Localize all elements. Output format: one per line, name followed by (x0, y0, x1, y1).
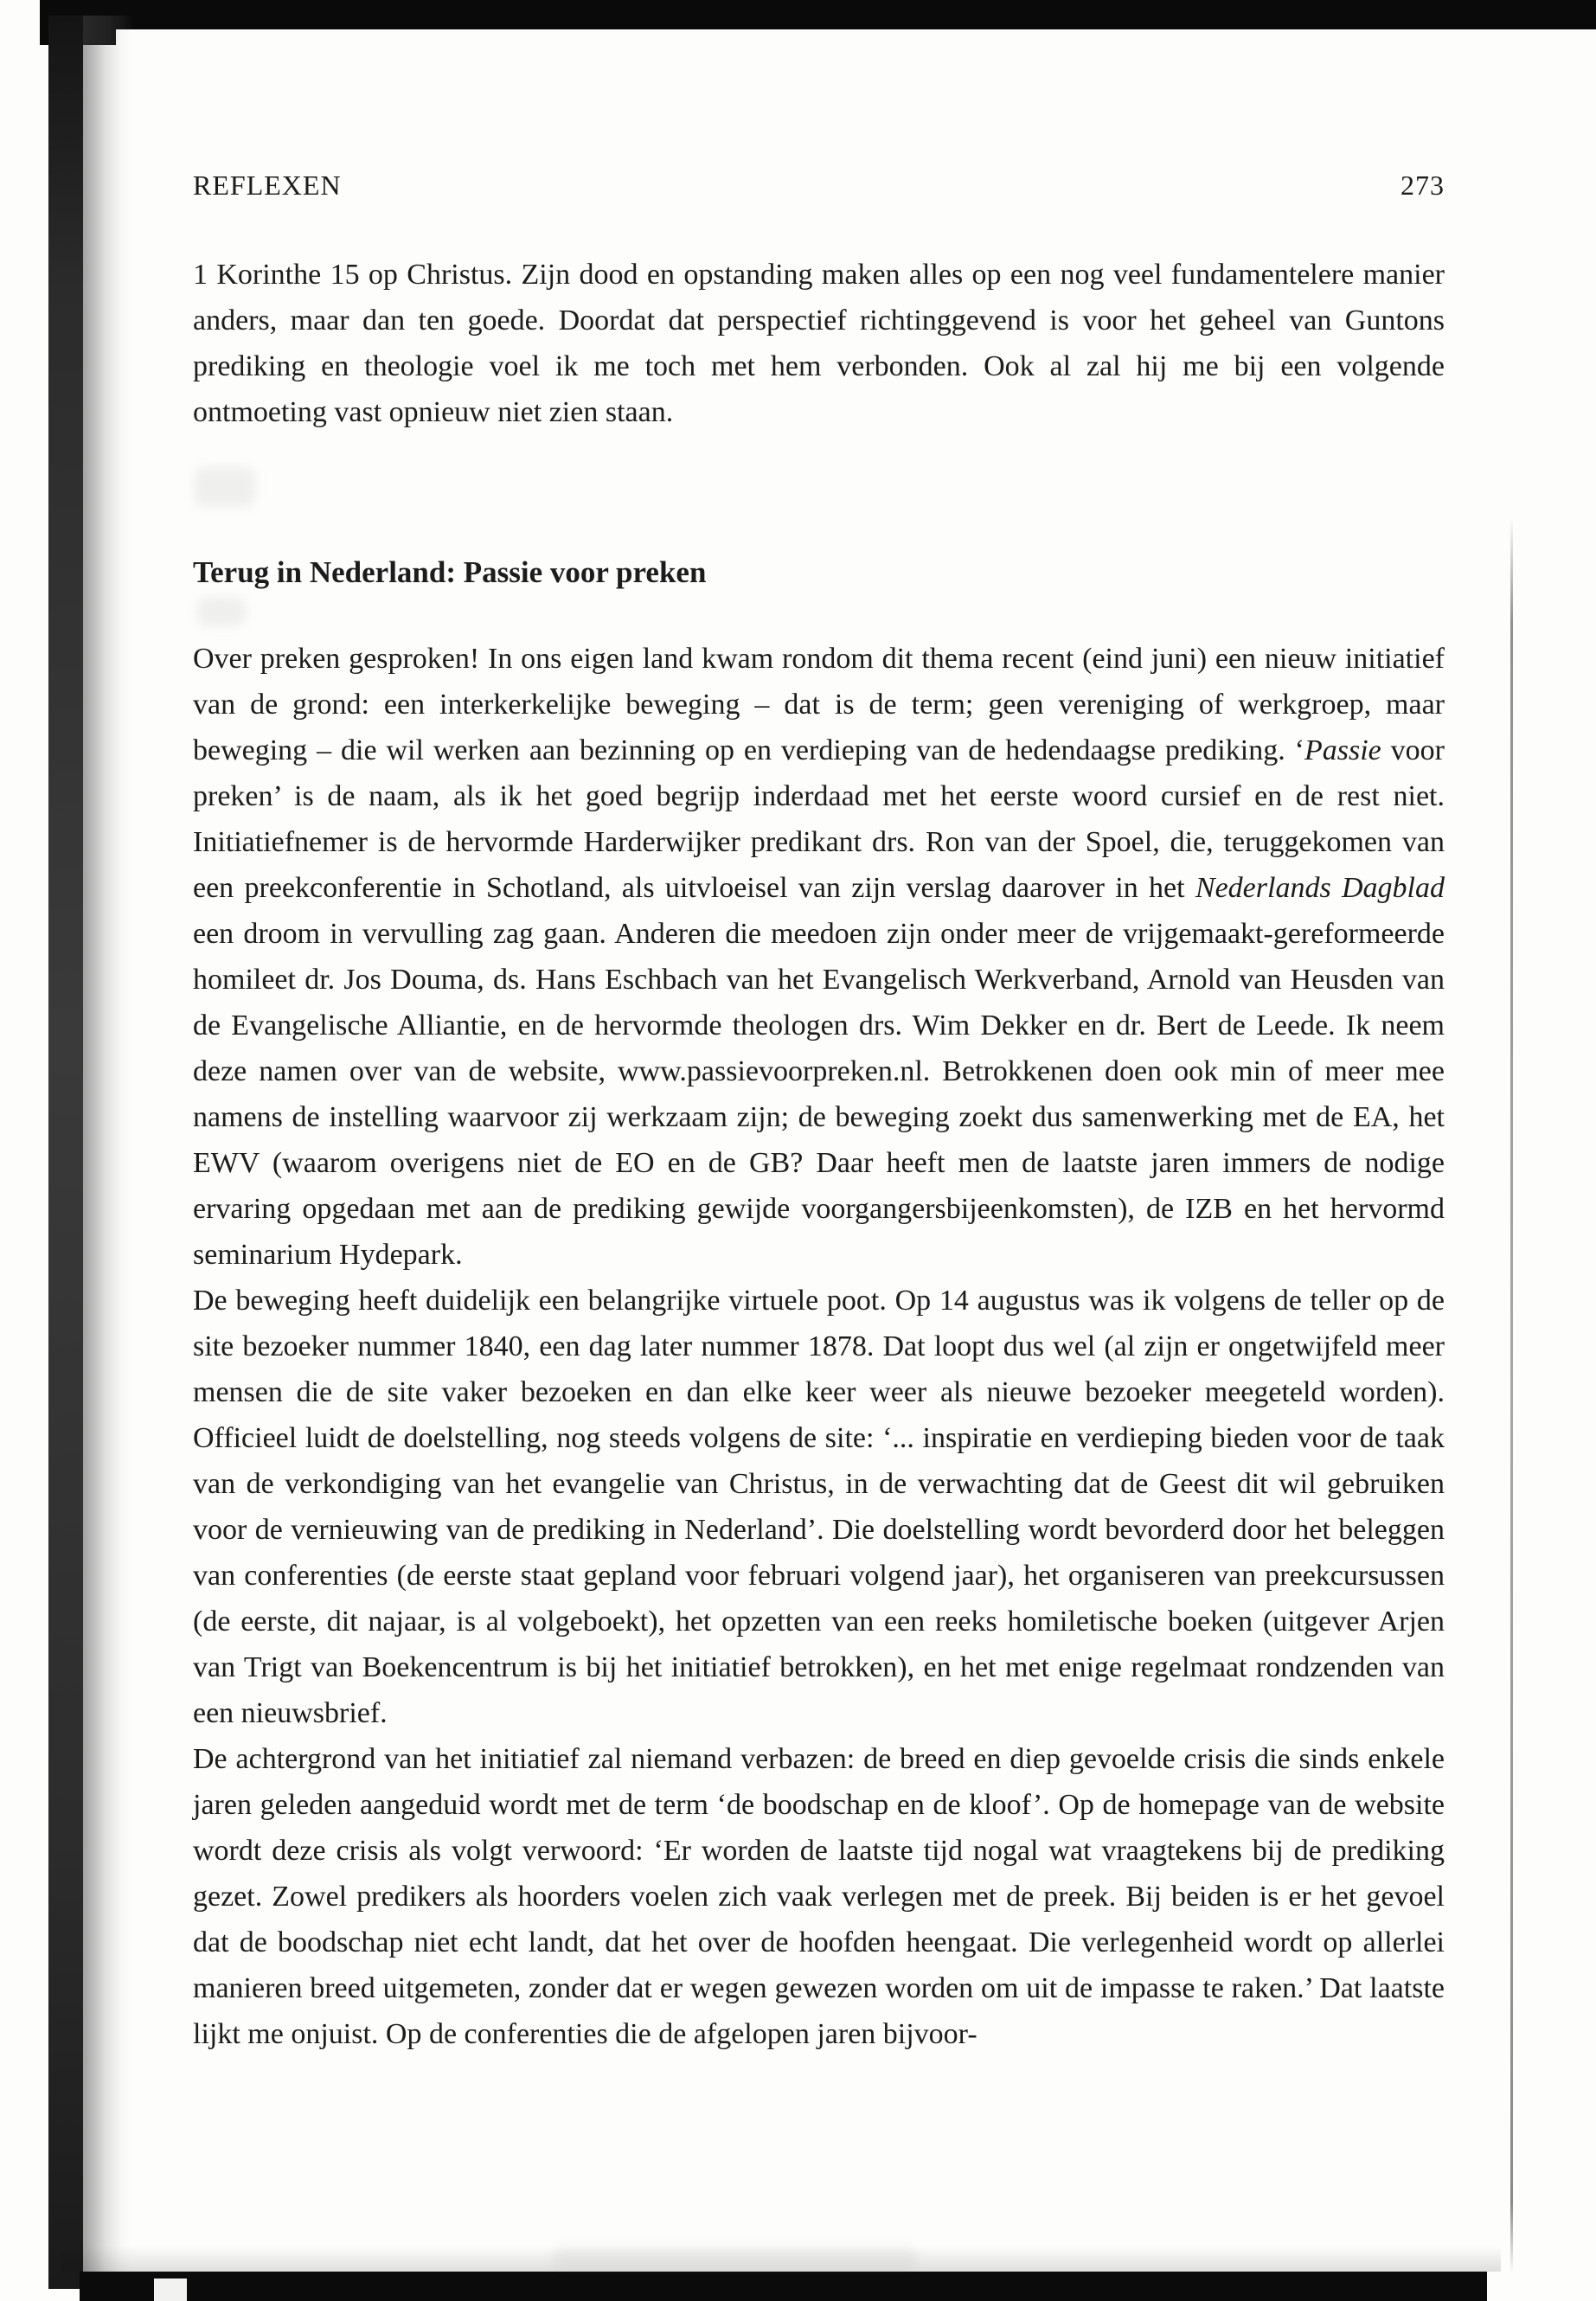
page-content (193, 170, 1445, 2057)
book-spine-shadow (48, 16, 83, 2289)
text-run: Over preken gesproken! In ons eigen land kwam rondom dit thema recent (eind juni) een nieuw initiatief van de grond: een interkerkelijke beweging – dat is de term; geen vereniging of werkgroep, maar beweging – die wil werken aan bezinning op en verdieping van de hedendaagse prediking. ‘ (193, 643, 1445, 766)
scan-artifact-bottom-notch (154, 2279, 187, 2301)
body-paragraph-4 (193, 1736, 1445, 2057)
scan-smudge (554, 2246, 917, 2268)
italic-text-run: Passie (1304, 734, 1381, 766)
text-run: voor preken’ is de naam, als ik het goed begrijp inderdaad met het eerste woord cursief en de rest niet. Initiatiefnemer is de hervormde Harderwijker predikant drs. Ron van der Spoel, die, teruggekomen van een preekconferentie in Schotland, als uitvloeisel van zijn verslag daarover in het (193, 734, 1445, 904)
body-paragraph-2 (193, 636, 1445, 1278)
scan-artifact-bottom-shadow (61, 2246, 1501, 2272)
body-paragraph-1 (193, 252, 1445, 435)
scan-artifact-top-bar (40, 0, 1596, 29)
text-run: De beweging heeft duidelijk een belangrijke virtuele poot. Op 14 augustus was ik volgens de teller op de site bezoeker nummer 1840, een dag later nummer 1878. Dat loopt dus wel (al zijn er ongetwijfeld meer mensen die de site vaker bezoeken en dan elke keer weer als nieuwe bezoeker meegeteld worden). Officieel luidt de doelstelling, nog steeds volgens de site: ‘... inspiratie en verdieping bieden voor de taak van de verkondiging van het evangelie van Christus, in de verwachting dat de Geest dit wil gebruiken voor de vernieuwing van de prediking in Nederland’. Die doelstelling wordt bevorderd door het beleggen van conferenties (de eerste staat gepland voor februari volgend jaar), het organiseren van preekcursussen (de eerste, dit najaar, is al volgeboekt), het opzetten van een reeks homiletische boeken (uitgever Arjen van Trigt van Boekencentrum is bij het initiatief betrokken), en het met enige regelmaat rondzenden van een nieuwsbrief. (193, 1285, 1445, 1729)
book-spine-shadow-fade (83, 16, 133, 2289)
running-header-title: REFLEXEN (193, 170, 342, 201)
italic-text-run: Nederlands Dagblad (1195, 872, 1445, 904)
text-run: een droom in vervulling zag gaan. Anderen die meedoen zijn onder meer de vrijgemaakt-gereformeerde homileet dr. Jos Douma, ds. Hans Eschbach van het Evangelisch Werkverband, Arnold van Heusden van de Evangelische Alliantie, en de hervormde theologen drs. Wim Dekker en dr. Bert de Leede. Ik neem deze namen over van de website, www.passievoorpreken.nl. Betrokkenen doen ook min of meer mee namens de instelling waarvoor zij werkzaam zijn; de beweging zoekt dus samenwerking met de EA, het EWV (waarom overigens niet de EO en de GB? Daar heeft men de laatste jaren immers de nodige ervaring opgedaan met aan de prediking gewijde voorgangersbijeenkomsten), de IZB en het hervormd seminarium Hydepark. (193, 918, 1445, 1271)
section-heading: Terug in Nederland: Passie voor preken (193, 555, 707, 589)
scan-artifact-bottom-bar (80, 2272, 1487, 2301)
page-number: 273 (1401, 170, 1445, 201)
page-header (193, 170, 1445, 202)
text-run: 1 Korinthe 15 op Christus. Zijn dood en opstanding maken alles op een nog veel fundamentelere manier anders, maar dan ten goede. Doordat dat perspectief richtinggevend is voor het geheel van Guntons prediking en theologie voel ik me toch met hem verbonden. Ook al zal hij me bij een volgende ontmoeting vast opnieuw niet zien staan. (193, 259, 1445, 428)
page-edge-line (1510, 517, 1513, 2273)
text-run: De achtergrond van het initiatief zal niemand verbazen: de breed en diep gevoelde crisis die sinds enkele jaren geleden aangeduid wordt met de term ‘de boodschap en de kloof’. Op de homepage van de website wordt deze crisis als volgt verwoord: ‘Er worden de laatste tijd nogal wat vraagtekens bij de prediking gezet. Zowel predikers als hoorders voelen zich vaak verlegen met de preek. Bij beiden is er het gevoel dat de boodschap niet echt landt, dat het over de hoofden heengaat. Die verlegenheid wordt op allerlei manieren breed uitgemeten, zonder dat er wegen gewezen worden om uit de impasse te raken.’ Dat laatste lijkt me onjuist. Op de conferenties die de afgelopen jaren bijvoor- (193, 1743, 1445, 2050)
body-paragraph-3 (193, 1278, 1445, 1736)
